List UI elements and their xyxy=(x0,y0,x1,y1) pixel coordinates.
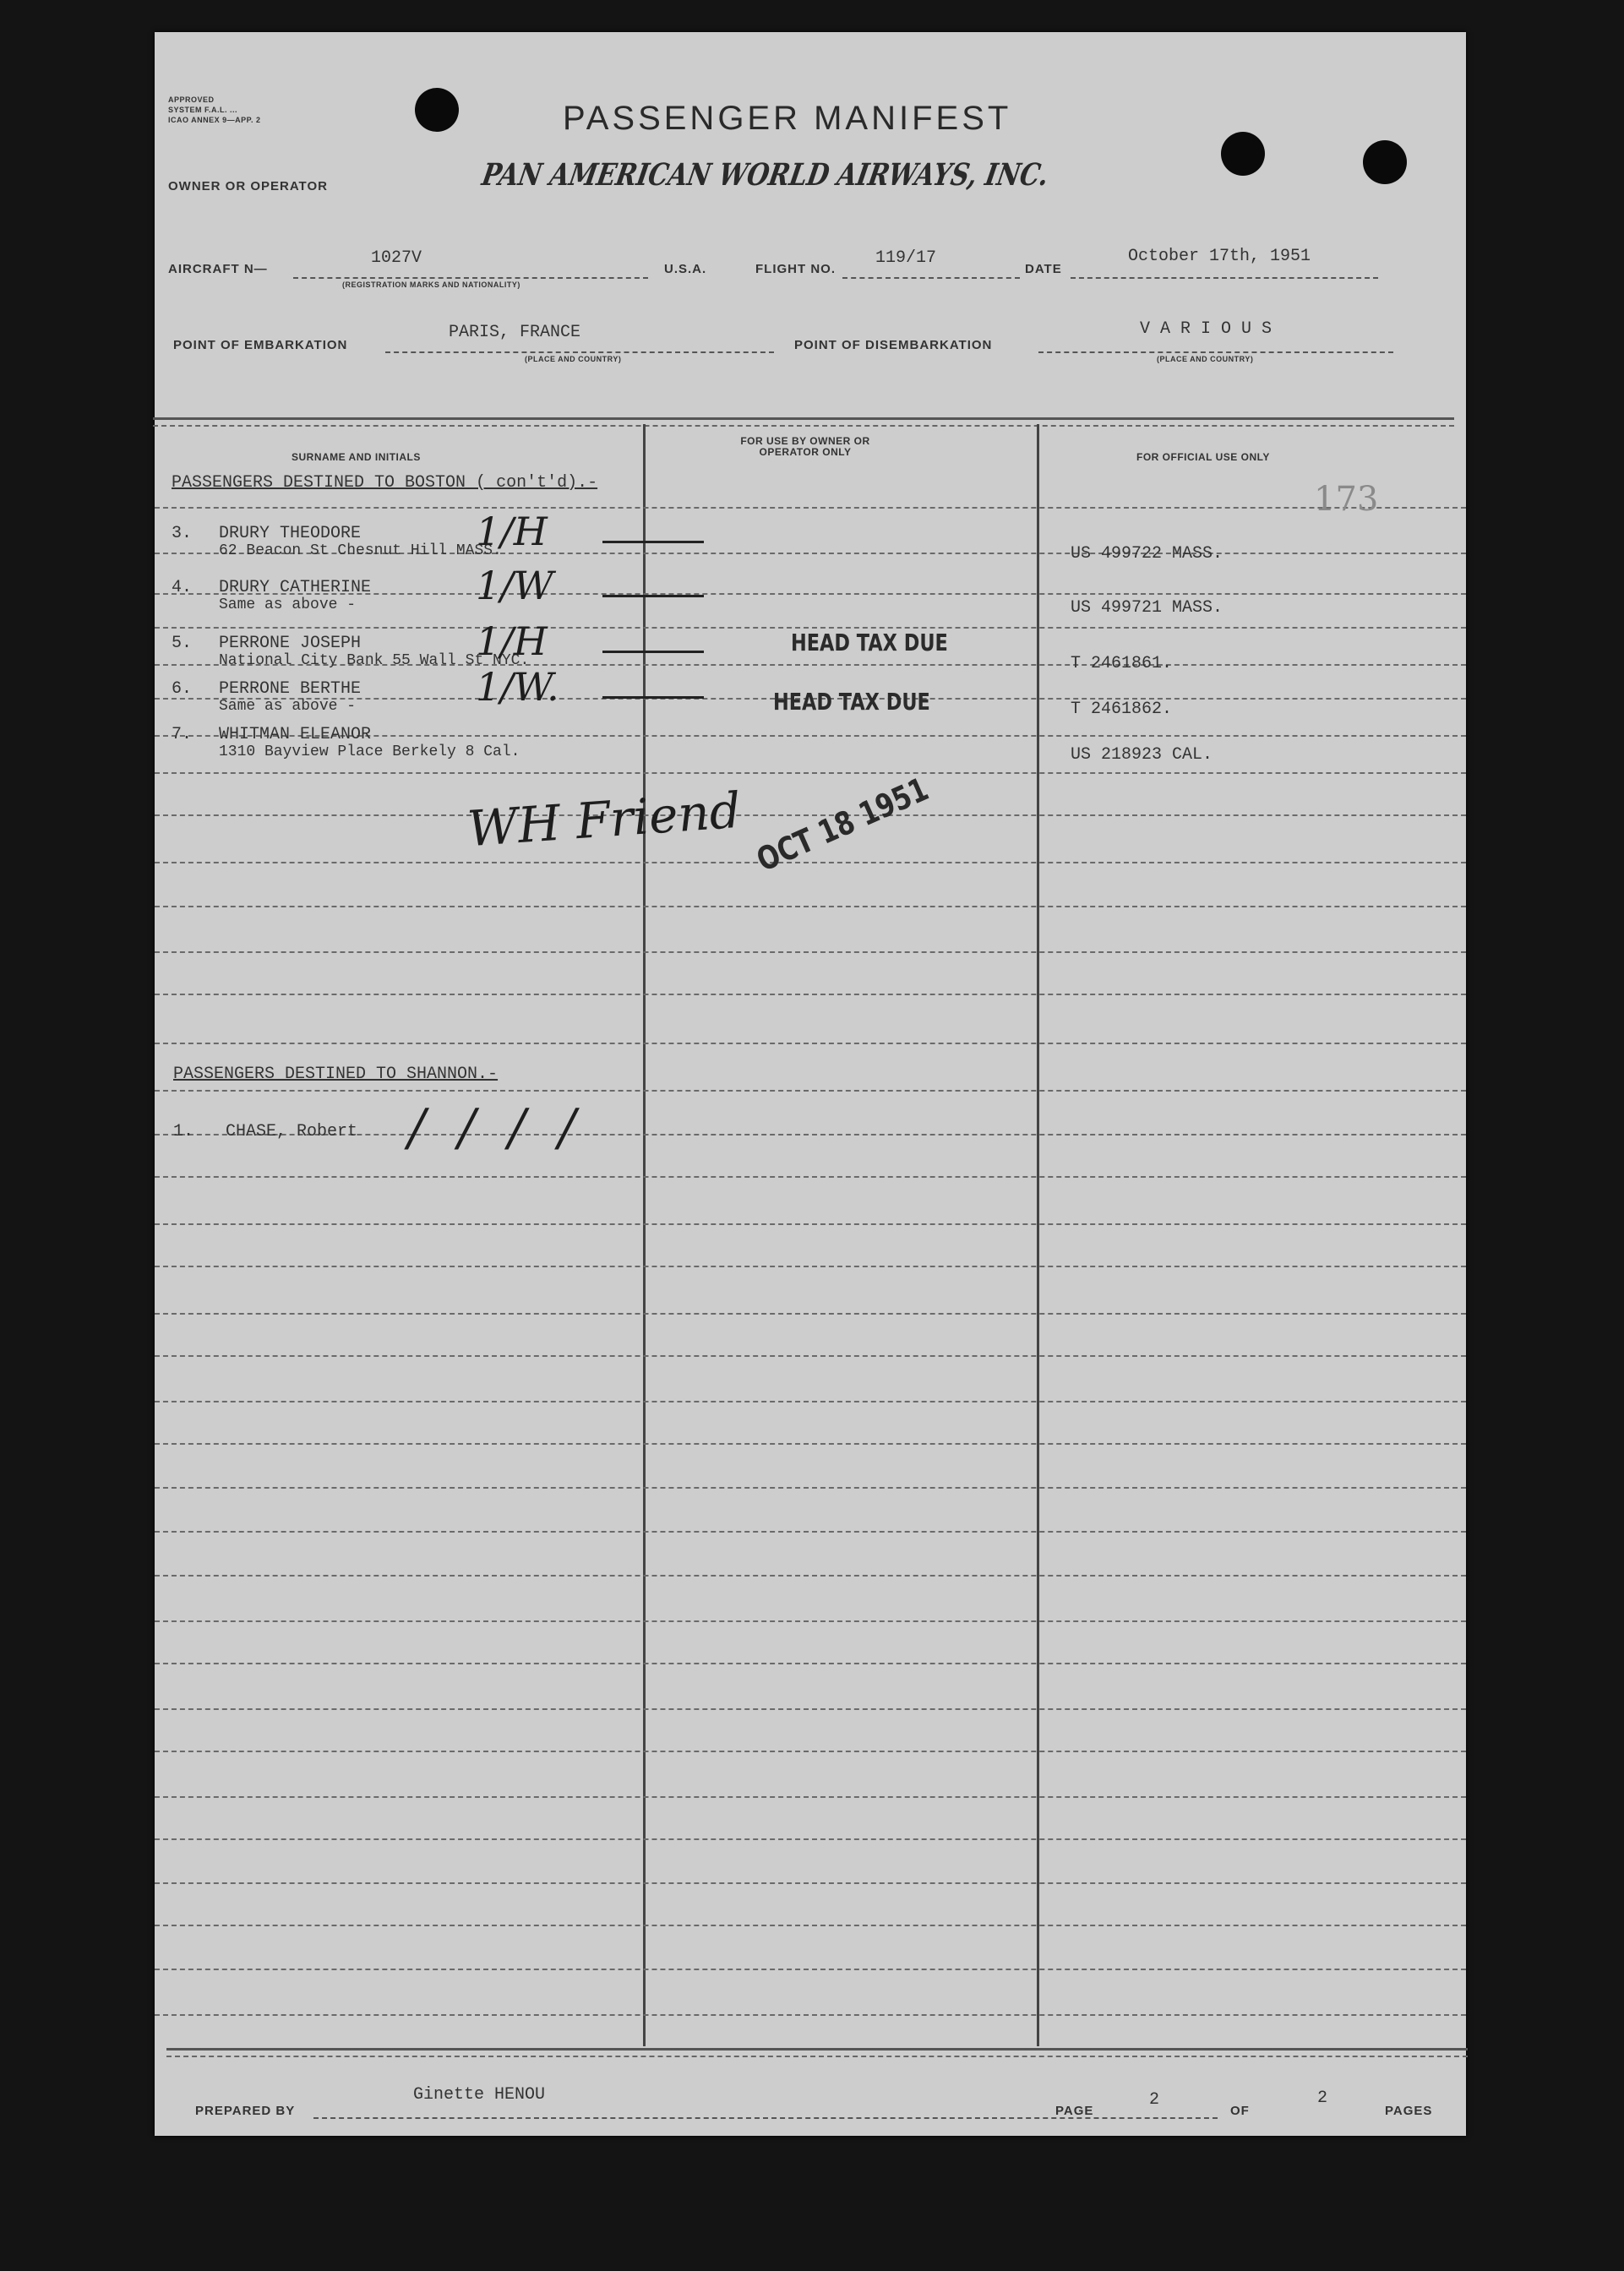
aircraft-underline xyxy=(293,277,648,279)
approval-line: APPROVED xyxy=(168,95,215,104)
disembark-underline xyxy=(1038,351,1393,353)
passenger-mark: 1/H xyxy=(476,509,548,554)
row-rule xyxy=(155,1575,1466,1577)
row-rule xyxy=(155,1620,1466,1622)
received-date-stamp: OCT 18 1951 xyxy=(751,770,935,880)
disembark-label: POINT OF DISEMBARKATION xyxy=(794,338,993,352)
embark-label: POINT OF EMBARKATION xyxy=(173,338,348,352)
aircraft-label: AIRCRAFT N— xyxy=(168,262,268,276)
table-bottom-rule xyxy=(166,2048,1468,2057)
passenger-official-id: US 499721 MASS. xyxy=(1071,598,1223,618)
shannon-passenger-name: CHASE, Robert xyxy=(226,1122,358,1141)
date-label: DATE xyxy=(1025,262,1062,276)
row-rule xyxy=(155,1313,1466,1315)
row-rule xyxy=(155,1751,1466,1752)
punch-hole-right-2 xyxy=(1363,140,1407,184)
row-rule xyxy=(155,906,1466,907)
passenger-number: 7. xyxy=(172,725,193,744)
passenger-number: 6. xyxy=(172,679,193,699)
passenger-official-id: US 218923 CAL. xyxy=(1071,745,1213,765)
pen-stroke xyxy=(602,541,704,543)
row-rule xyxy=(155,1266,1466,1267)
passenger-official-id: T 2461861. xyxy=(1071,654,1173,673)
passenger-name: PERRONE JOSEPH xyxy=(219,634,362,653)
pen-stroke xyxy=(602,595,704,597)
passenger-official-id: US 499722 MASS. xyxy=(1071,544,1223,564)
of-label: OF xyxy=(1230,2104,1250,2118)
passenger-address: Same as above - xyxy=(219,596,357,613)
row-rule xyxy=(155,772,1466,774)
passenger-name: DRURY THEODORE xyxy=(219,524,362,543)
head-tax-stamp: HEAD TAX DUE xyxy=(791,629,948,656)
passenger-address: Same as above - xyxy=(219,698,357,715)
row-rule xyxy=(155,1401,1466,1402)
passenger-address: 1310 Bayview Place Berkely 8 Cal. xyxy=(219,743,520,760)
row-rule xyxy=(155,1043,1466,1044)
passenger-name: PERRONE BERTHE xyxy=(219,679,362,699)
of-value: 2 xyxy=(1317,2089,1328,2108)
passenger-name: DRURY CATHERINE xyxy=(219,578,372,597)
col-header-official: FOR OFFICIAL USE ONLY xyxy=(1136,451,1270,463)
aircraft-value: 1027V xyxy=(371,248,422,268)
row-rule xyxy=(155,1663,1466,1664)
row-rule xyxy=(155,1223,1466,1225)
flight-underline xyxy=(842,277,1020,279)
punch-hole-left xyxy=(415,88,459,132)
head-tax-stamp: HEAD TAX DUE xyxy=(773,688,930,716)
section-heading-boston: PASSENGERS DESTINED TO BOSTON ( con't'd).- xyxy=(172,473,598,493)
row-rule xyxy=(155,2014,1466,2016)
punch-hole-right-1 xyxy=(1221,132,1265,176)
shannon-passenger-mark: / / / / xyxy=(408,1098,585,1157)
col-header-operator: FOR USE BY OWNER OR OPERATOR ONLY xyxy=(740,435,870,458)
row-rule xyxy=(155,1355,1466,1357)
approval-block xyxy=(168,95,261,125)
passenger-number: 3. xyxy=(172,524,193,543)
passenger-mark: 1/H xyxy=(476,618,548,664)
embark-value: PARIS, FRANCE xyxy=(449,323,581,342)
approval-line: ICAO ANNEX 9—APP. 2 xyxy=(168,116,261,124)
passenger-name: WHITMAN ELEANOR xyxy=(219,725,372,744)
row-rule xyxy=(155,951,1466,953)
row-rule xyxy=(155,862,1466,863)
flight-label: FLIGHT NO. xyxy=(755,262,836,276)
pen-stroke xyxy=(602,651,704,653)
embark-caption: (PLACE AND COUNTRY) xyxy=(525,355,622,363)
row-rule xyxy=(155,507,1466,509)
owner-label: OWNER OR OPERATOR xyxy=(168,179,328,193)
passenger-number: 4. xyxy=(172,578,193,597)
row-rule xyxy=(155,1443,1466,1445)
disembark-caption: (PLACE AND COUNTRY) xyxy=(1157,355,1254,363)
row-rule xyxy=(155,1882,1466,1884)
pages-label: PAGES xyxy=(1385,2104,1433,2118)
passenger-address: 62 Beacon St Chesnut Hill MASS. xyxy=(219,542,502,559)
embark-underline xyxy=(385,351,774,353)
page-label: PAGE xyxy=(1055,2104,1094,2118)
column-divider xyxy=(1037,424,1039,2046)
row-rule xyxy=(155,1969,1466,1970)
page-number-stamp: 173 xyxy=(1314,480,1379,519)
date-underline xyxy=(1071,277,1378,279)
date-value: October 17th, 1951 xyxy=(1128,247,1311,266)
manifest-page xyxy=(155,32,1466,2136)
row-rule xyxy=(155,814,1466,816)
passenger-address: National City Bank 55 Wall St NYC. xyxy=(219,652,530,669)
row-rule xyxy=(155,1796,1466,1798)
section-heading-shannon: PASSENGERS DESTINED TO SHANNON.- xyxy=(173,1065,499,1084)
passenger-mark: 1/W xyxy=(476,563,554,608)
prepared-by-value: Ginette HENOU xyxy=(413,2085,546,2105)
flight-value: 119/17 xyxy=(875,248,937,268)
approval-line: SYSTEM F.A.L. ... xyxy=(168,106,238,114)
registration-caption: (REGISTRATION MARKS AND NATIONALITY) xyxy=(342,280,520,289)
col-header-surname: SURNAME AND INITIALS xyxy=(292,451,421,463)
row-rule xyxy=(155,1925,1466,1926)
passenger-official-id: T 2461862. xyxy=(1071,700,1173,719)
row-rule xyxy=(155,1708,1466,1710)
pen-stroke xyxy=(602,696,704,699)
row-rule xyxy=(155,1838,1466,1840)
passenger-number: 5. xyxy=(172,634,193,653)
prepared-by-label: PREPARED BY xyxy=(195,2104,296,2118)
row-rule xyxy=(155,994,1466,995)
signature: WH Friend xyxy=(466,781,743,858)
disembark-value: V A R I O U S xyxy=(1140,319,1272,339)
operator-name: PAN AMERICAN WORLD AIRWAYS, INC. xyxy=(479,157,1052,193)
row-rule xyxy=(155,1487,1466,1489)
passenger-mark: 1/W. xyxy=(476,664,559,710)
row-rule xyxy=(155,1090,1466,1092)
column-divider xyxy=(643,424,646,2046)
row-rule xyxy=(155,1531,1466,1533)
page-value: 2 xyxy=(1149,2090,1160,2110)
row-rule xyxy=(155,1176,1466,1178)
form-title: PASSENGER MANIFEST xyxy=(563,100,1012,137)
table-top-rule xyxy=(153,417,1454,427)
shannon-passenger-number: 1. xyxy=(173,1122,194,1141)
usa-label: U.S.A. xyxy=(664,262,707,276)
